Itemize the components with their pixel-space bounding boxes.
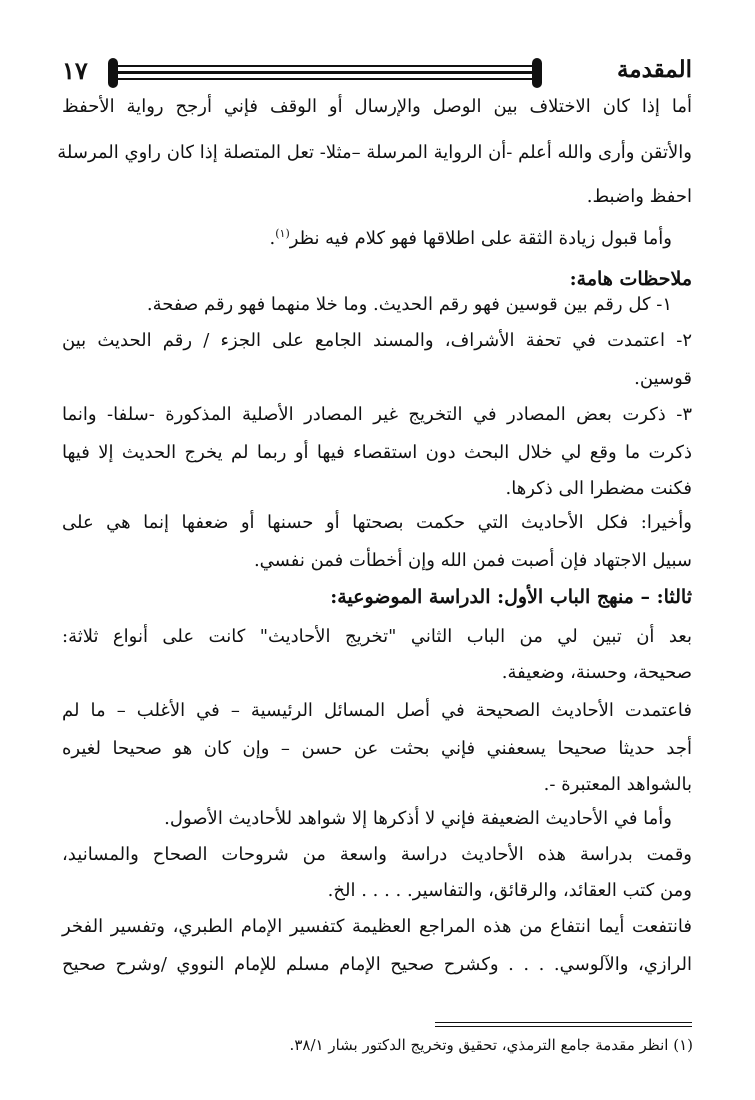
line-end-period: .: [269, 228, 276, 249]
text-line: فكنت مضطرا الى ذكرها.: [505, 478, 692, 499]
text-line: وأخيرا: فكل الأحاديث التي حكمت بصحتها أو حسنها أو ضعفها إنما هي على: [62, 512, 692, 533]
text-line: سبيل الاجتهاد فإن أصبت فمن الله وإن أخطأت فمن نفسي.: [253, 550, 692, 571]
footnote-reference: (١): [275, 227, 290, 240]
header-ornament-right: [532, 58, 542, 88]
text-line: وأما في الأحاديث الضعيفة فإني لا أذكرها إلا شواهد للأحاديث الأصول.: [164, 808, 672, 829]
text-line: وأما قبول زيادة الثقة على اطلاقها فهو كلام فيه نظر: [289, 228, 672, 249]
header-rule: [114, 65, 536, 80]
text-line-with-footnote: [62, 222, 692, 256]
text-line: ١- كل رقم بين قوسين فهو رقم الحديث. وما خلا منهما فهو رقم صفحة.: [146, 294, 672, 315]
text-line: بعد أن تبين لي من الباب الثاني "تخريج الأحاديث" كانت على أنواع ثلاثة:: [62, 626, 692, 647]
text-line: صحيحة، وحسنة، وضعيفة.: [501, 662, 692, 683]
text-line: ٣- ذكرت بعض المصادر في التخريج غير المصادر الأصلية المذكورة -سلفا- وانما: [62, 404, 692, 425]
chapter-title: المقدمة: [616, 56, 692, 83]
text-line: الرازي، والآلوسي. . . . وكشرح صحيح الإمام مسلم للإمام النووي /وشرح صحيح: [62, 954, 692, 975]
section-heading: ملاحظات هامة:: [569, 268, 692, 290]
text-line: بالشواهد المعتبرة -.: [543, 774, 692, 795]
footnote-rule: [435, 1022, 692, 1027]
text-line: فانتفعت أيما انتفاع من هذه المراجع العظيمة كتفسير الإمام الطبري، وتفسير الفخر: [62, 916, 692, 937]
text-line: أما إذا كان الاختلاف بين الوصل والإرسال أو الوقف فإني أرجح رواية الأحفظ: [62, 96, 692, 117]
running-header: [62, 52, 692, 92]
text-line: ٢- اعتمدت في تحفة الأشراف، والمسند الجامع على الجزء / رقم الحديث بين: [62, 330, 692, 351]
text-line: ذكرت ما وقع لي خلال البحث دون استقصاء فيها أو ربما لم يخرج الحديث إلا فيها: [62, 442, 692, 463]
text-line: فاعتمدت الأحاديث الصحيحة في أصل المسائل الرئيسية – في الأغلب – ما لم: [62, 700, 692, 721]
text-line: أجد حديثا صحيحا يسعفني فإني بحثت عن حسن – وإن كان هو صحيحا لغيره: [62, 738, 692, 759]
text-line: احفظ واضبط.: [586, 186, 692, 207]
text-line: وقمت بدراسة هذه الأحاديث دراسة واسعة من شروحات الصحاح والمسانيد،: [62, 844, 692, 865]
footnote: (١) انظر مقدمة جامع الترمذي، تحقيق وتخريج الدكتور بشار ٣٨/١.: [289, 1036, 693, 1054]
text-line: ومن كتب العقائد، والرقائق، والتفاسير. . . . . الخ.: [327, 880, 692, 901]
section-heading: ثالثا: – منهج الباب الأول: الدراسة الموضوعية:: [330, 586, 692, 608]
text-line: قوسين.: [634, 368, 692, 389]
page-number: ١٧: [62, 56, 88, 85]
text-line: والأتقن وأرى والله أعلم -أن الرواية المرسلة –مثلا- تعل المتصلة إذا كان راوي المرسلة: [57, 142, 692, 163]
